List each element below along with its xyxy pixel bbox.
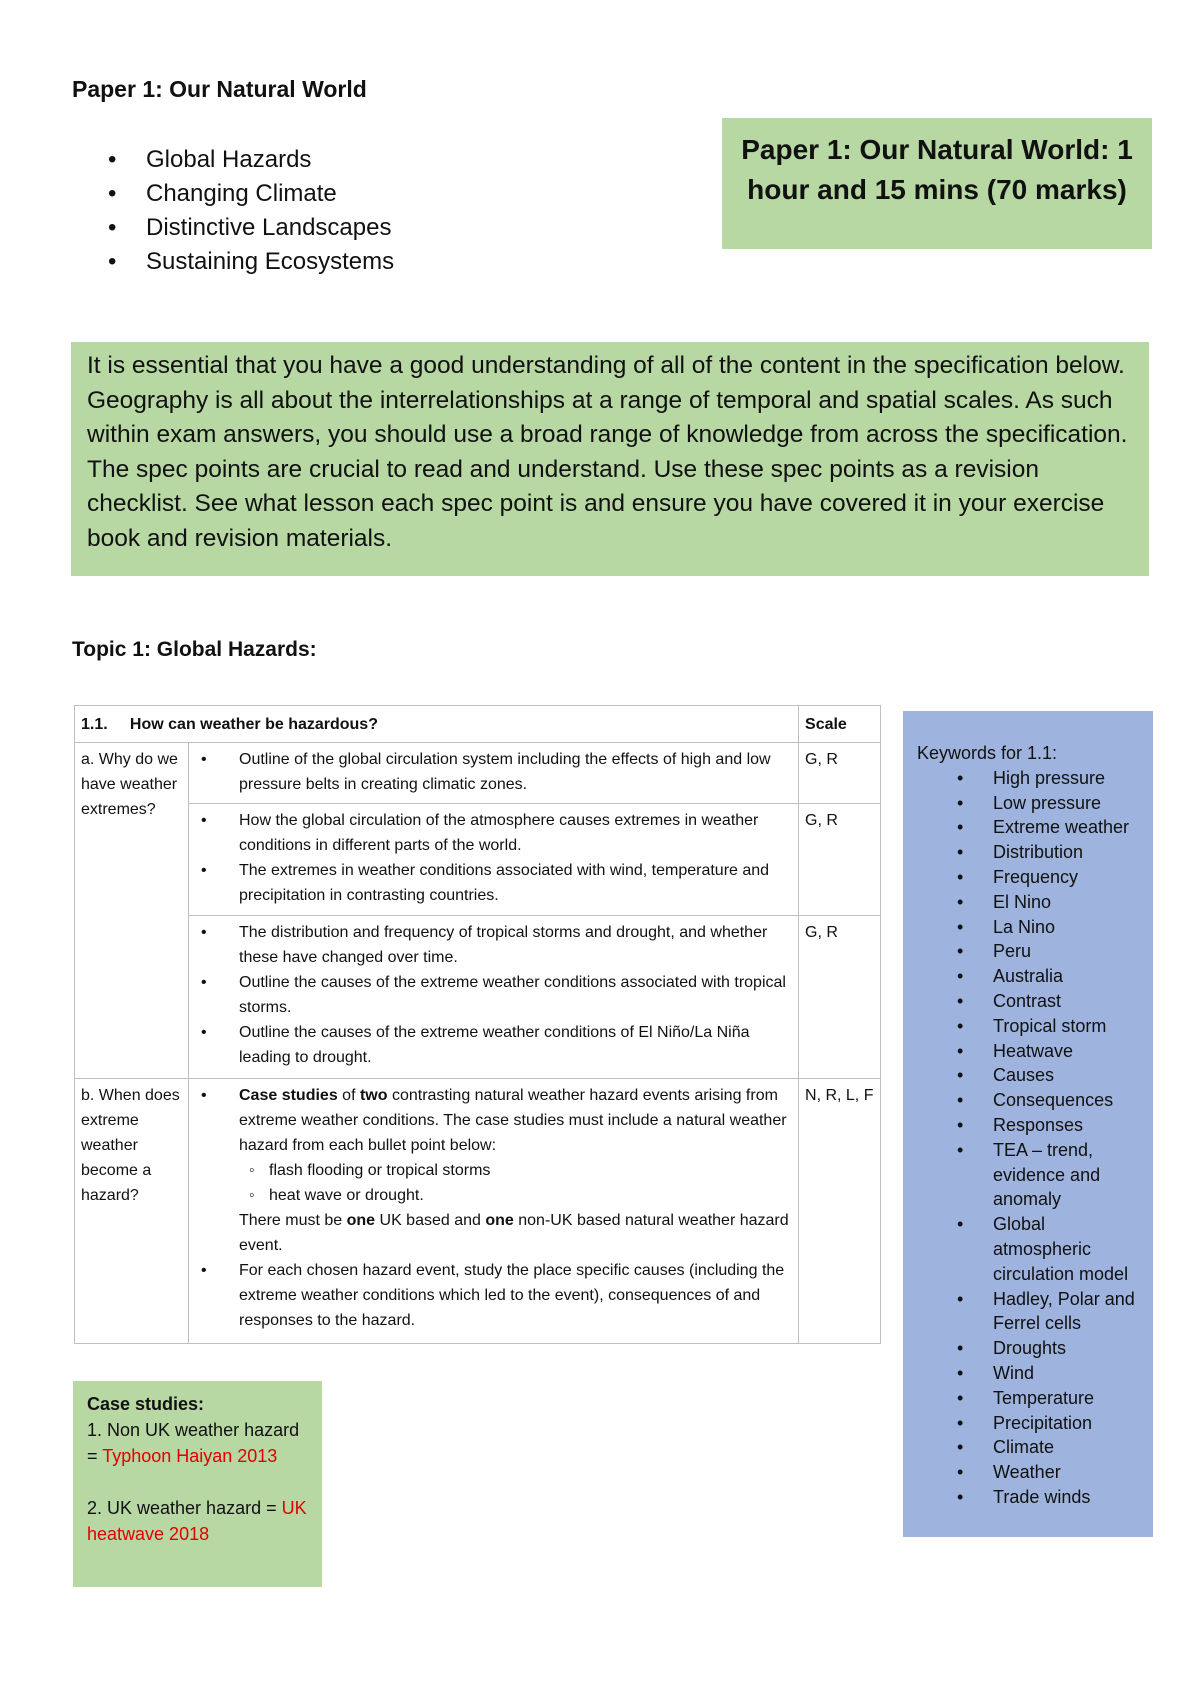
case-study-item: [87, 1495, 308, 1547]
keyword-item: • Wind: [917, 1361, 1143, 1386]
scale-header: Scale: [799, 706, 881, 743]
spec-point: • Outline the causes of the extreme weather conditions of El Niño/La Niña leading to drought.: [195, 1020, 792, 1070]
intro-box: [71, 342, 1149, 576]
bold-text: Case studies: [239, 1087, 338, 1104]
keyword-item: • Responses: [917, 1113, 1143, 1138]
spec-subpoint: ◦ flash flooding or tropical storms: [195, 1158, 792, 1183]
keyword-item: • Low pressure: [917, 791, 1143, 816]
bold-text: one: [485, 1212, 514, 1229]
spec-cell: [189, 743, 799, 804]
keyword-item: • Droughts: [917, 1336, 1143, 1361]
paper-heading: Paper 1: Our Natural World: [72, 76, 367, 102]
keyword-item: • Global atmospheric circulation model: [917, 1212, 1143, 1286]
keyword-item: • Precipitation: [917, 1411, 1143, 1436]
keyword-item: • Tropical storm: [917, 1014, 1143, 1039]
keyword-item: • Hadley, Polar and Ferrel cells: [917, 1287, 1143, 1337]
topic-heading: Topic 1: Global Hazards:: [72, 638, 317, 661]
text-run: of: [337, 1087, 360, 1104]
intro-text: It is essential that you have a good understanding of all of the content in the specification below. Geography is all about the interrelationships at a range of temporal and spatial scales. As such within exam answers, you should use a broad range of knowledge from across the specification. The spec points are crucial to read and understand. Use these spec points as a revision checklist. See what lesson each spec point is and ensure you have covered it in your exercise book and revision materials.: [87, 352, 1128, 552]
keyword-item: • Consequences: [917, 1088, 1143, 1113]
scale-cell: G, R: [799, 916, 881, 1079]
question-a: a. Why do we have weather extremes?: [75, 743, 189, 1079]
keyword-item: • Weather: [917, 1460, 1143, 1485]
bold-text: two: [359, 1087, 388, 1104]
table-row: [75, 1079, 881, 1344]
case-study-label: 1. Non UK weather hazard =: [87, 1420, 300, 1466]
case-study-label: 2. UK weather hazard =: [87, 1498, 282, 1518]
case-studies-box: [73, 1381, 322, 1587]
spec-cell: [189, 804, 799, 916]
topic-item: • Sustaining Ecosystems: [72, 245, 394, 279]
keyword-item: • Contrast: [917, 989, 1143, 1014]
keyword-item: • Australia: [917, 964, 1143, 989]
table-row: [75, 916, 881, 1079]
table-row: [75, 743, 881, 804]
keywords-box: [903, 711, 1153, 1537]
bold-text: one: [346, 1212, 376, 1229]
case-study-value: Typhoon Haiyan 2013: [102, 1446, 278, 1466]
exam-info-box: [722, 118, 1152, 249]
keywords-title: Keywords for 1.1:: [917, 743, 1058, 763]
keyword-item: • High pressure: [917, 766, 1143, 791]
keywords-list: [917, 766, 1143, 1510]
text-run: There must be: [239, 1212, 347, 1229]
spec-note: [195, 1208, 792, 1258]
question-b: b. When does extreme weather become a hazard?: [75, 1079, 189, 1344]
text-run: contrasting natural weather hazard events arising from extreme weather conditions. The case studies must include a natural weather hazard from each bullet point below:: [239, 1087, 787, 1154]
topic-item: • Distinctive Landscapes: [72, 211, 394, 245]
spec-point: • The distribution and frequency of tropical storms and drought, and whether these have changed over time.: [195, 920, 792, 970]
topic-item: • Global Hazards: [72, 143, 394, 177]
keyword-item: • Distribution: [917, 840, 1143, 865]
case-studies-title: Case studies:: [87, 1394, 205, 1414]
spec-cell: [189, 916, 799, 1079]
paper-topic-list: [72, 143, 394, 279]
keyword-item: • La Nino: [917, 915, 1143, 940]
keyword-item: • Frequency: [917, 865, 1143, 890]
scale-cell: G, R: [799, 743, 881, 804]
spec-subpoint: ◦ heat wave or drought.: [195, 1183, 792, 1208]
table-title-cell: [75, 706, 799, 743]
exam-info-text: Paper 1: Our Natural World: 1 hour and 15 mins (70 marks): [741, 134, 1133, 205]
keyword-item: • Climate: [917, 1435, 1143, 1460]
text-run: UK based and: [375, 1212, 486, 1229]
keyword-item: • TEA – trend, evidence and anomaly: [917, 1138, 1143, 1212]
spec-point: • How the global circulation of the atmosphere causes extremes in weather conditions in different parts of the world.: [195, 808, 792, 858]
keyword-item: • Trade winds: [917, 1485, 1143, 1510]
keyword-item: • El Nino: [917, 890, 1143, 915]
topic-item: • Changing Climate: [72, 177, 394, 211]
table-number: 1.1.: [81, 715, 108, 733]
keyword-item: • Peru: [917, 939, 1143, 964]
spec-point: • Outline the causes of the extreme weather conditions associated with tropical storms.: [195, 970, 792, 1020]
spec-point: • For each chosen hazard event, study the place specific causes (including the extreme weather conditions which led to the event), consequences of and responses to the hazard.: [195, 1258, 792, 1333]
keyword-item: • Extreme weather: [917, 815, 1143, 840]
keyword-item: • Heatwave: [917, 1039, 1143, 1064]
table-title: How can weather be hazardous?: [129, 715, 378, 733]
case-study-value: UK heatwave 2018: [87, 1498, 307, 1544]
text-run: non-UK based natural weather hazard event.: [239, 1212, 789, 1254]
case-study-item: [87, 1417, 308, 1469]
scale-cell: N, R, L, F: [799, 1079, 881, 1344]
spec-point: • The extremes in weather conditions associated with wind, temperature and precipitation in contrasting countries.: [195, 858, 792, 908]
spec-point: [195, 1083, 792, 1158]
table-header-row: [75, 706, 881, 743]
spec-table: [74, 705, 881, 1344]
spec-point: • Outline of the global circulation system including the effects of high and low pressure belts in creating climatic zones.: [195, 747, 792, 797]
keyword-item: • Temperature: [917, 1386, 1143, 1411]
table-row: [75, 804, 881, 916]
spec-cell: [189, 1079, 799, 1344]
scale-cell: G, R: [799, 804, 881, 916]
keyword-item: • Causes: [917, 1063, 1143, 1088]
